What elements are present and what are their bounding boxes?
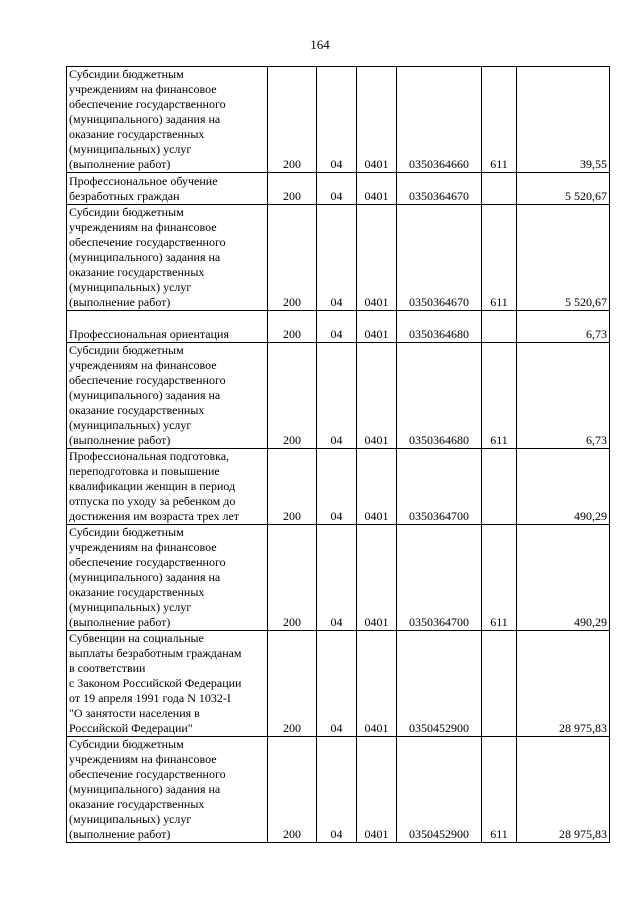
row-csr-cell: 0350452900 (397, 737, 482, 843)
row-sum-cell: 490,29 (517, 449, 610, 525)
row-grbs-cell: 200 (268, 737, 317, 843)
row-pr-cell: 0401 (357, 449, 397, 525)
row-vr-cell (482, 449, 517, 525)
row-vr-cell (482, 173, 517, 205)
row-csr-cell: 0350364670 (397, 205, 482, 311)
row-rz-cell: 04 (317, 525, 357, 631)
row-name-cell: Субсидии бюджетным учреждениям на финансовое обеспечение государственного (муниципального) задания на оказание государственных (муниципальных) услуг (выполнение работ) (67, 343, 268, 449)
row-grbs-cell: 200 (268, 311, 317, 343)
row-name-cell: Профессиональная ориентация (67, 311, 268, 343)
row-grbs-cell: 200 (268, 631, 317, 737)
row-pr-cell: 0401 (357, 343, 397, 449)
table-row (67, 311, 610, 343)
table-row (67, 525, 610, 631)
table-row (67, 737, 610, 843)
table-row (67, 631, 610, 737)
row-sum-cell: 5 520,67 (517, 205, 610, 311)
row-vr-cell: 611 (482, 205, 517, 311)
row-grbs-cell: 200 (268, 343, 317, 449)
row-vr-cell: 611 (482, 737, 517, 843)
row-rz-cell: 04 (317, 737, 357, 843)
table-row (67, 67, 610, 173)
row-vr-cell (482, 631, 517, 737)
row-pr-cell: 0401 (357, 631, 397, 737)
row-rz-cell: 04 (317, 67, 357, 173)
row-csr-cell: 0350364700 (397, 449, 482, 525)
row-sum-cell: 5 520,67 (517, 173, 610, 205)
row-pr-cell: 0401 (357, 205, 397, 311)
row-sum-cell: 490,29 (517, 525, 610, 631)
row-grbs-cell: 200 (268, 525, 317, 631)
table-row (67, 173, 610, 205)
row-grbs-cell: 200 (268, 449, 317, 525)
row-grbs-cell: 200 (268, 173, 317, 205)
row-name-cell: Субсидии бюджетным учреждениям на финансовое обеспечение государственного (муниципального) задания на оказание государственных (муниципальных) услуг (выполнение работ) (67, 737, 268, 843)
row-sum-cell: 28 975,83 (517, 631, 610, 737)
row-name-cell: Профессиональное обучение безработных граждан (67, 173, 268, 205)
row-rz-cell: 04 (317, 343, 357, 449)
row-csr-cell: 0350364680 (397, 343, 482, 449)
row-name-cell: Субвенции на социальные выплаты безработным гражданам в соответствии с Законом Российской Федерации от 19 апреля 1991 года N 1032-I "О занятости населения в Российской Федерации" (67, 631, 268, 737)
row-rz-cell: 04 (317, 449, 357, 525)
row-vr-cell: 611 (482, 67, 517, 173)
table-row (67, 449, 610, 525)
row-rz-cell: 04 (317, 631, 357, 737)
row-grbs-cell: 200 (268, 205, 317, 311)
row-name-cell: Профессиональная подготовка, переподготовка и повышение квалификации женщин в период отпуска по уходу за ребенком до достижения им возраста трех лет (67, 449, 268, 525)
row-csr-cell: 0350364680 (397, 311, 482, 343)
row-csr-cell: 0350452900 (397, 631, 482, 737)
budget-table (66, 66, 610, 843)
row-pr-cell: 0401 (357, 173, 397, 205)
row-csr-cell: 0350364670 (397, 173, 482, 205)
row-pr-cell: 0401 (357, 737, 397, 843)
row-name-cell: Субсидии бюджетным учреждениям на финансовое обеспечение государственного (муниципального) задания на оказание государственных (муниципальных) услуг (выполнение работ) (67, 67, 268, 173)
row-grbs-cell: 200 (268, 67, 317, 173)
row-rz-cell: 04 (317, 205, 357, 311)
row-pr-cell: 0401 (357, 67, 397, 173)
row-pr-cell: 0401 (357, 311, 397, 343)
row-vr-cell (482, 311, 517, 343)
row-csr-cell: 0350364660 (397, 67, 482, 173)
row-name-cell: Субсидии бюджетным учреждениям на финансовое обеспечение государственного (муниципального) задания на оказание государственных (муниципальных) услуг (выполнение работ) (67, 525, 268, 631)
row-sum-cell: 6,73 (517, 343, 610, 449)
row-sum-cell: 6,73 (517, 311, 610, 343)
row-rz-cell: 04 (317, 173, 357, 205)
row-vr-cell: 611 (482, 343, 517, 449)
row-vr-cell: 611 (482, 525, 517, 631)
table-row (67, 205, 610, 311)
page-number: 164 (310, 37, 330, 52)
table-row (67, 343, 610, 449)
row-csr-cell: 0350364700 (397, 525, 482, 631)
row-rz-cell: 04 (317, 311, 357, 343)
row-name-cell: Субсидии бюджетным учреждениям на финансовое обеспечение государственного (муниципального) задания на оказание государственных (муниципальных) услуг (выполнение работ) (67, 205, 268, 311)
row-sum-cell: 28 975,83 (517, 737, 610, 843)
row-pr-cell: 0401 (357, 525, 397, 631)
row-sum-cell: 39,55 (517, 67, 610, 173)
